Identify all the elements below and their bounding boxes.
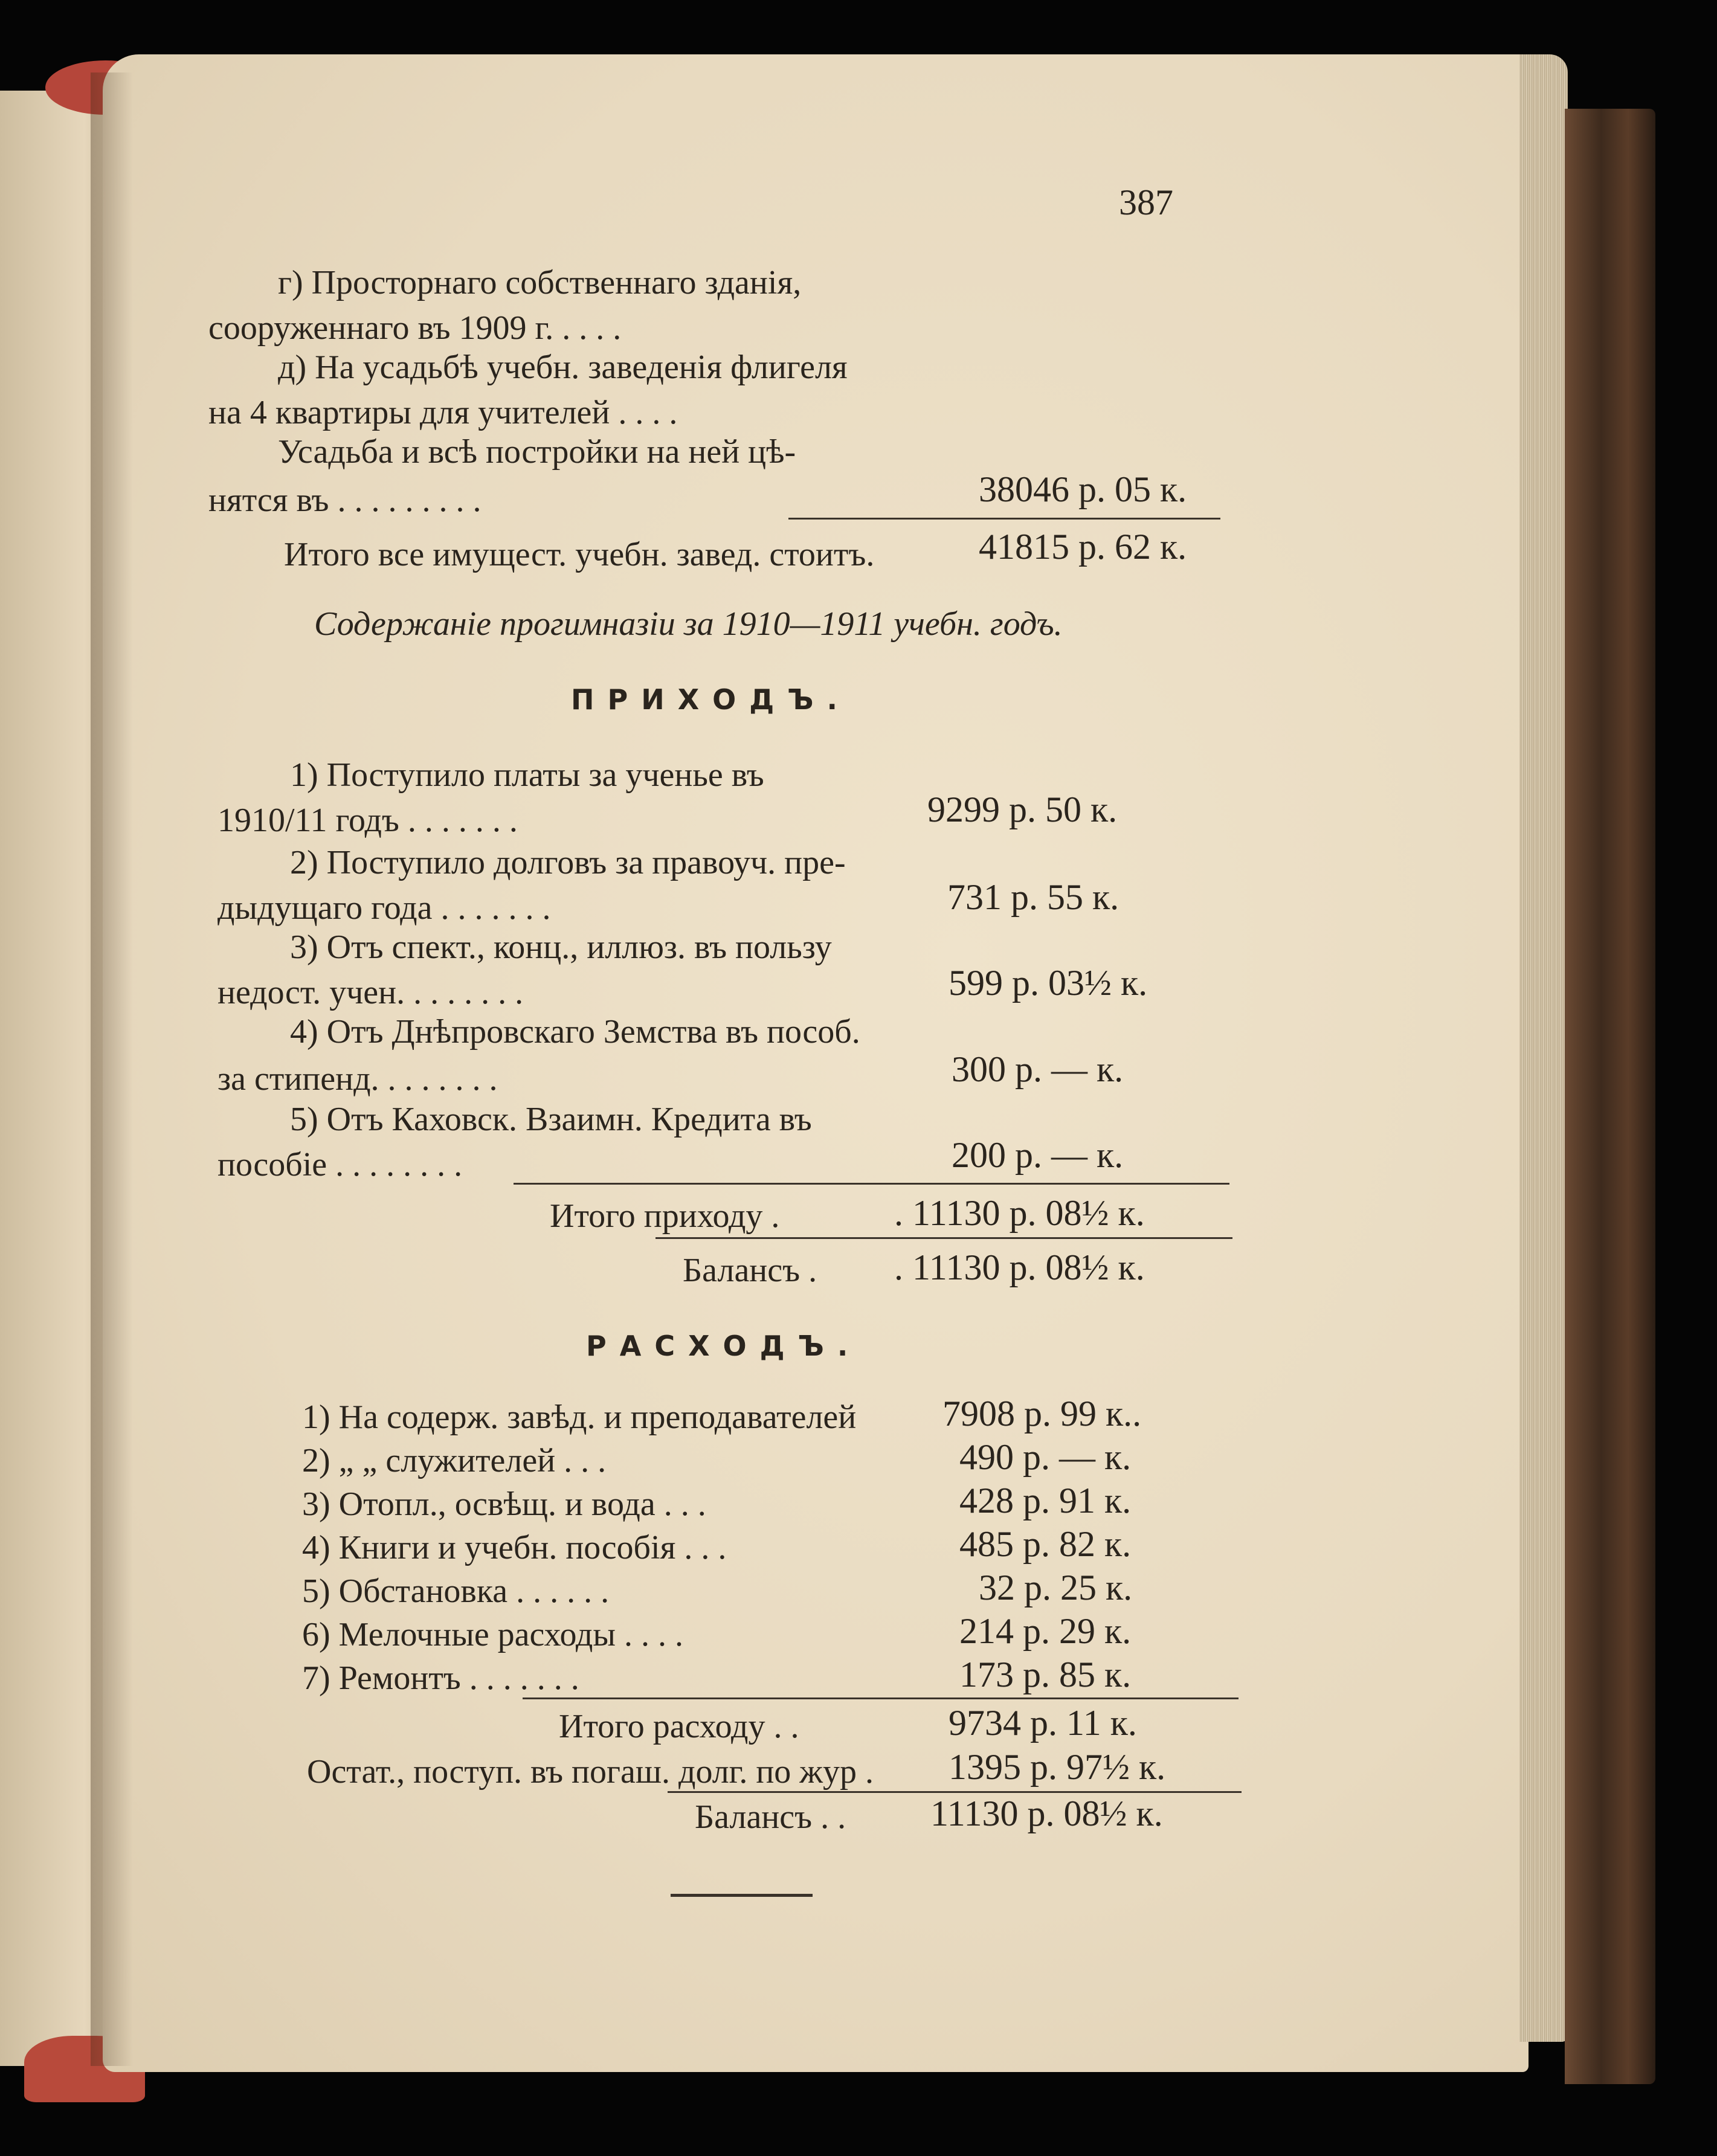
income-item-4-line2: за стипенд. . . . . . . . [217,1060,498,1098]
income-balance-amount: . 11130 р. 08½ к. [894,1247,1145,1287]
income-heading: ПРИХОДЪ. [571,683,851,716]
section-title: Содержаніе прогимназіи за 1910—1911 учебн. годъ. [314,605,1063,643]
income-total-amount: . 11130 р. 08½ к. [894,1193,1145,1233]
expense-item-7-label: 7) Ремонтъ . . . . . . . [302,1659,579,1697]
expense-item-6-amount: 214 р. 29 к. [959,1611,1132,1651]
expense-remainder-amount: 1395 р. 97½ к. [949,1747,1166,1787]
income-item-3-line2: недост. учен. . . . . . . . [217,974,524,1011]
page-edges [1519,54,1568,2042]
property-d-line1: д) На усадьбѣ учебн. заведенія флигеля [278,349,848,386]
income-balance-label: Балансъ . [683,1252,817,1289]
expense-item-1-amount: 7908 р. 99 к.. [942,1394,1142,1434]
expense-remainder-label: Остат., поступ. въ погаш. долг. по жур . [307,1753,874,1791]
expense-item-5-label: 5) Обстановка . . . . . . [302,1572,610,1610]
property-g-line1: г) Просторнаго собственнаго зданія, [278,264,802,301]
divider-line [656,1237,1232,1239]
expense-item-6-label: 6) Мелочные расходы . . . . [302,1616,684,1653]
expense-item-3-label: 3) Отопл., освѣщ. и вода . . . [302,1485,706,1523]
expense-item-2-label: 2) „ „ служителей . . . [302,1442,607,1479]
expense-heading: РАСХОДЪ. [586,1330,862,1362]
expense-item-3-amount: 428 р. 91 к. [959,1481,1132,1520]
expense-balance-amount: 11130 р. 08½ к. [930,1794,1163,1833]
property-u-line1: Усадьба и всѣ постройки на ней цѣ- [278,433,796,471]
expense-total-label: Итого расходу . . [559,1708,799,1745]
property-g-line2: сооруженнаго въ 1909 г. . . . . [208,309,622,347]
income-total-label: Итого приходу . [550,1197,780,1235]
expense-item-4-amount: 485 р. 82 к. [959,1524,1132,1564]
income-item-4-amount: 300 р. — к. [952,1049,1124,1089]
property-u-line2: нятся въ . . . . . . . . . [208,481,482,519]
expense-item-5-amount: 32 р. 25 к. [979,1568,1133,1607]
income-item-1-line2: 1910/11 годъ . . . . . . . [217,802,518,839]
expense-item-1-label: 1) На содерж. завѣд. и преподавателей [302,1398,857,1436]
property-d-line2: на 4 квартиры для учителей . . . . [208,394,678,431]
expense-item-2-amount: 490 р. — к. [959,1437,1132,1477]
property-u-amount: 38046 р. 05 к. [979,469,1187,509]
book-cover-edge [1565,109,1655,2084]
divider-line [514,1183,1229,1185]
expense-item-7-amount: 173 р. 85 к. [959,1655,1132,1694]
property-total-amount: 41815 р. 62 к. [979,527,1187,567]
property-total-label: Итого все имущест. учебн. завед. стоитъ. [284,536,875,573]
income-item-3-amount: 599 р. 03½ к. [949,963,1148,1003]
divider-line [788,518,1220,520]
income-item-1-amount: 9299 р. 50 к. [927,790,1118,829]
income-item-3-line1: 3) Отъ спект., конц., иллюз. въ пользу [290,928,832,966]
income-item-5-amount: 200 р. — к. [952,1135,1124,1175]
divider-line [523,1697,1239,1699]
income-item-2-line2: дыдущаго года . . . . . . . [217,889,551,927]
income-item-1-line1: 1) Поступило платы за ученье въ [290,756,764,794]
income-item-2-line1: 2) Поступило долговъ за правоуч. пре- [290,844,846,881]
income-item-4-line1: 4) Отъ Днѣпровскаго Земства въ пособ. [290,1013,860,1051]
divider-line [668,1791,1242,1793]
spine-shadow [91,72,133,2066]
expense-total-amount: 9734 р. 11 к. [949,1703,1137,1743]
income-item-2-amount: 731 р. 55 к. [947,877,1119,917]
expense-balance-label: Балансъ . . [695,1798,846,1836]
income-item-5-line2: пособіе . . . . . . . . [217,1146,463,1183]
expense-item-4-label: 4) Книги и учебн. пособія . . . [302,1529,727,1566]
income-item-5-line1: 5) Отъ Каховск. Взаимн. Кредита въ [290,1101,812,1138]
end-rule [671,1894,813,1897]
page-number: 387 [1119,182,1173,222]
